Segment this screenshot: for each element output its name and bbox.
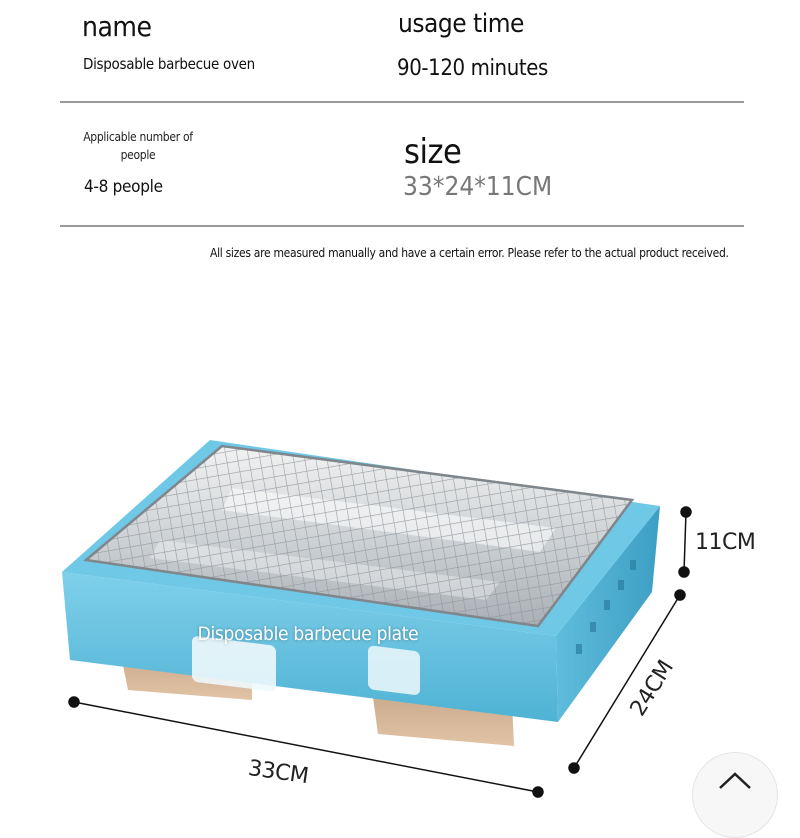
dimension-height-line — [679, 507, 691, 577]
back-to-top-button[interactable] — [692, 752, 778, 838]
people-label: Applicable number of people — [83, 130, 193, 162]
dimension-height-label: 11CM — [695, 530, 756, 555]
usage-time-label: usage time — [398, 9, 524, 39]
name-value: Disposable barbecue oven — [83, 55, 255, 73]
name-label: name — [82, 10, 152, 43]
chevron-up-icon — [717, 769, 753, 791]
size-value: 33*24*11CM — [403, 172, 553, 202]
dimension-depth-label: 24CM — [625, 656, 679, 721]
size-label: size — [404, 132, 462, 172]
measurement-note: All sizes are measured manually and have a certain error. Please refer to the actual product received. — [210, 246, 729, 260]
plate-label: Disposable barbecue plate — [197, 623, 419, 645]
people-value: 4-8 people — [84, 177, 163, 197]
dimension-width-label: 33CM — [246, 755, 310, 790]
usage-time-value: 90-120 minutes — [397, 56, 548, 81]
